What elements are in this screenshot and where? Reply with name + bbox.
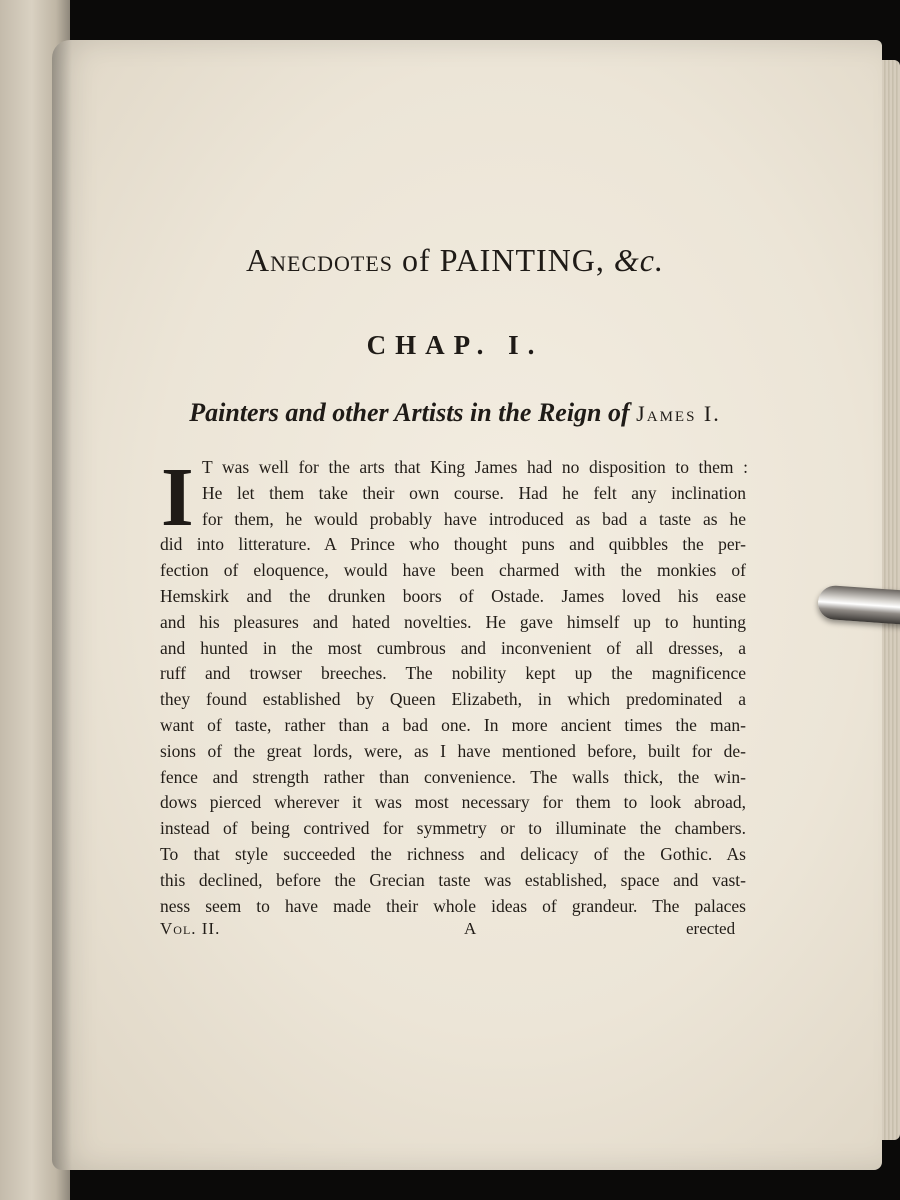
footer-catchword: erected — [686, 919, 736, 938]
text-line: they found established by Queen Elizabeth, in which predominated a — [160, 689, 746, 710]
title-word-of: of — [402, 242, 431, 278]
text-line: fection of eloquence, would have been charmed with the monkies of — [160, 560, 746, 581]
text-line: for them, he would probably have introduced as bad a taste as he — [202, 508, 746, 529]
text-line: Hemskirk and the drunken boors of Ostade. James loved his ease — [160, 586, 746, 606]
title-word-painting: PAINTING, — [439, 242, 605, 278]
text-line: ruff and trowser breeches. The nobility kept up the magnificence — [160, 663, 746, 684]
text-line: He let them take their own course. Had he felt any inclination — [202, 482, 746, 503]
text-line: sions of the great lords, were, as I have mentioned before, built for de- — [160, 740, 746, 761]
text-line: To that style succeeded the richness and delicacy of the Gothic. As — [160, 844, 746, 864]
text-line: instead of being contrived for symmetry or to illuminate the chambers. — [160, 818, 746, 839]
chapter-subtitle — [160, 398, 750, 428]
subtitle-king: James I. — [636, 401, 721, 426]
text-line: T was well for the arts that King James had no disposition to them : — [202, 457, 748, 477]
text-line: and his pleasures and hated novelties. He gave himself up to hunting — [160, 611, 746, 632]
drop-cap: I — [161, 451, 194, 544]
chapter-heading: CHAP. I. — [366, 330, 544, 360]
gutter-shadow — [52, 40, 72, 1170]
subtitle-italic: Painters and other Artists in the Reign of — [189, 398, 630, 427]
footer-volume: Vol. II. — [160, 919, 221, 938]
title-etc: &c. — [613, 242, 664, 278]
title-word-anecdotes: Anecdotes — [246, 242, 394, 278]
text-line: ness seem to have made their whole ideas of grandeur. The palaces — [160, 895, 746, 916]
text-line: and hunted in the most cumbrous and inconvenient of all dresses, a — [160, 637, 746, 658]
page-title — [160, 242, 750, 279]
text-line: dows pierced wherever it was most necessary for them to look abroad, — [160, 792, 746, 813]
footer-signature: A — [464, 919, 477, 938]
text-line: want of taste, rather than a bad one. In more ancient times the man- — [160, 715, 746, 735]
text-line: this declined, before the Grecian taste was established, space and vast- — [160, 869, 746, 890]
text-line: fence and strength rather than convenience. The walls thick, the win- — [160, 766, 746, 787]
text-line: did into litterature. A Prince who thought puns and quibbles the per- — [160, 534, 746, 555]
